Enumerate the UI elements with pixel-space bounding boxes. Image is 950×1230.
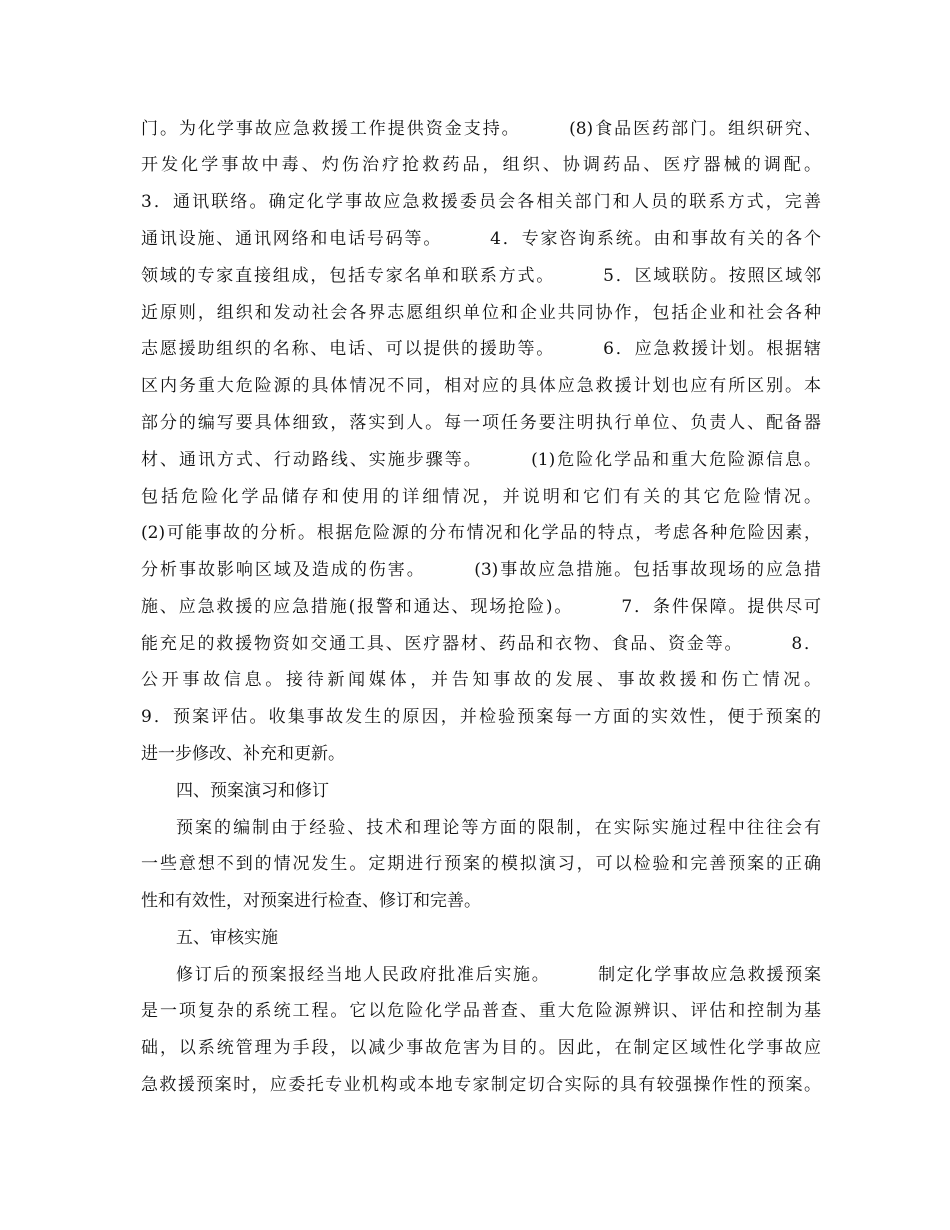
text-line: 预案的编制由于经验、技术和理论等方面的限制，在实际实施过程中往往会有 bbox=[176, 818, 821, 838]
text-line: 区内务重大危险源的具体情况不同，相对应的具体应急救援计划也应有所区别。本 bbox=[141, 376, 821, 396]
text-line: 通讯设施、通讯网络和电话号码等。 4．专家咨询系统。由和事故有关的各个 bbox=[141, 229, 821, 249]
text-line: 9．预案评估。收集事故发生的原因，并检验预案每一方面的实效性，便于预案的 bbox=[141, 707, 821, 727]
text-line: 性和有效性，对预案进行检查、修订和完善。 bbox=[141, 891, 481, 911]
text-line: 包括危险化学品储存和使用的详细情况，并说明和它们有关的其它危险情况。 bbox=[141, 487, 821, 507]
text-line: 志愿援助组织的名称、电话、可以提供的援助等。 6．应急救援计划。根据辖 bbox=[141, 339, 821, 359]
text-line: 近原则，组织和发动社会各界志愿组织单位和企业共同协作，包括企业和社会各种 bbox=[141, 303, 821, 323]
text-line: 分析事故影响区域及造成的伤害。 (3)事故应急措施。包括事故现场的应急措 bbox=[141, 560, 821, 580]
text-line: 开发化学事故中毒、灼伤治疗抢救药品，组织、协调药品、医疗器械的调配。 bbox=[141, 155, 821, 175]
text-line: 施、应急救援的应急措施(报警和通达、现场抢险)。 7．条件保障。提供尽可 bbox=[141, 597, 821, 617]
section-heading: 四、预案演习和修订 bbox=[176, 781, 329, 801]
text-line: 一些意想不到的情况发生。定期进行预案的模拟演习，可以检验和完善预案的正确 bbox=[141, 854, 821, 874]
text-line: 材、通讯方式、行动路线、实施步骤等。 (1)危险化学品和重大危险源信息。 bbox=[141, 450, 821, 470]
text-line: 门。为化学事故应急救援工作提供资金支持。 (8)食品医药部门。组织研究、 bbox=[141, 119, 821, 139]
text-line: 进一步修改、补充和更新。 bbox=[141, 744, 345, 764]
text-line: 修订后的预案报经当地人民政府批准后实施。 制定化学事故应急救援预案 bbox=[176, 965, 821, 985]
section-heading: 五、审核实施 bbox=[176, 928, 278, 948]
text-line: 是一项复杂的系统工程。它以危险化学品普查、重大危险源辨识、评估和控制为基 bbox=[141, 1001, 821, 1021]
text-line: 公开事故信息。接待新闻媒体，并告知事故的发展、事故救援和伤亡情况。 bbox=[141, 670, 821, 690]
text-line: 急救援预案时，应委托专业机构或本地专家制定切合实际的具有较强操作性的预案。 bbox=[141, 1075, 821, 1095]
text-line: 3．通讯联络。确定化学事故应急救援委员会各相关部门和人员的联系方式，完善 bbox=[141, 192, 821, 212]
text-line: 领域的专家直接组成，包括专家名单和联系方式。 5．区域联防。按照区域邻 bbox=[141, 266, 821, 286]
text-line: 础，以系统管理为手段，以减少事故危害为目的。因此，在制定区域性化学事故应 bbox=[141, 1038, 821, 1058]
text-line: 能充足的救援物资如交通工具、医疗器材、药品和衣物、食品、资金等。 8． bbox=[141, 634, 821, 654]
text-line: (2)可能事故的分析。根据危险源的分布情况和化学品的特点，考虑各种危险因素， bbox=[141, 523, 821, 543]
text-line: 部分的编写要具体细致，落实到人。每一项任务要注明执行单位、负责人、配备器 bbox=[141, 413, 821, 433]
